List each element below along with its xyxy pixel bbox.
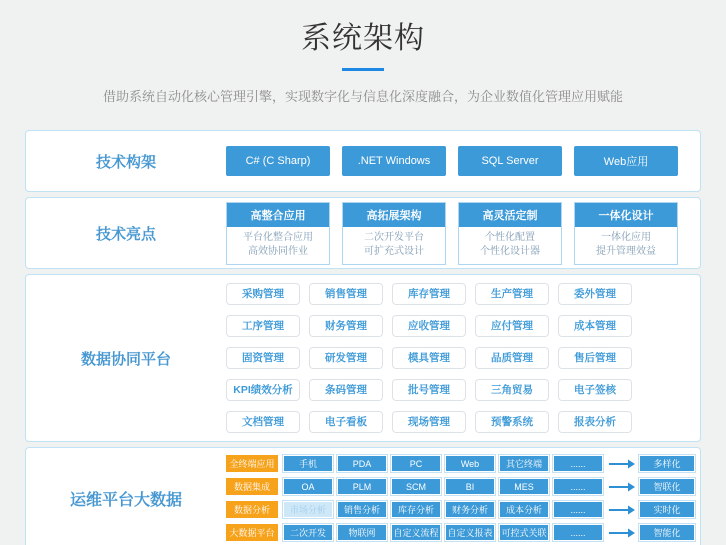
bigdata-item: BI xyxy=(445,478,495,495)
module-chip: 品质管理 xyxy=(475,347,549,369)
module-chip: 电子看板 xyxy=(309,411,383,433)
bigdata-ellipsis-item: ...... xyxy=(553,478,603,495)
module-chip: 应收管理 xyxy=(392,315,466,337)
section-label-data-platform: 数据协同平台 xyxy=(80,350,171,368)
page-title: 系统架构 xyxy=(301,22,425,55)
module-chip: 三角贸易 xyxy=(475,379,549,401)
highlight-card-line: 二次开发平台 xyxy=(364,231,424,243)
module-chip: KPI绩效分析 xyxy=(226,379,300,401)
highlight-card-line: 个性化配置 xyxy=(485,231,535,243)
highlight-card xyxy=(226,202,330,265)
panel-ops-bigdata xyxy=(25,447,701,545)
tech-highlight-cards xyxy=(226,198,700,268)
bigdata-item: MES xyxy=(499,478,549,495)
bigdata-row xyxy=(226,501,700,518)
tech-framework-button: C# (C Sharp) xyxy=(226,146,330,176)
bigdata-item: 销售分析 xyxy=(337,501,387,518)
arrow-right-icon xyxy=(609,505,635,515)
module-chip: 预警系统 xyxy=(475,411,549,433)
highlight-card-line: 个性化设计器 xyxy=(480,245,540,257)
bigdata-item: 手机 xyxy=(283,455,333,472)
module-chip: 成本管理 xyxy=(558,315,632,337)
bigdata-item: 市场分析 xyxy=(283,501,333,518)
highlight-card-body xyxy=(343,227,445,264)
panel-data-platform xyxy=(25,274,701,442)
bigdata-item: 自定义报表 xyxy=(445,524,495,541)
panel-tech-framework xyxy=(25,130,701,192)
section-label-tech-framework: 技术构架 xyxy=(95,153,156,171)
highlight-card xyxy=(574,202,678,265)
bigdata-ellipsis-item: ...... xyxy=(553,524,603,541)
title-underline xyxy=(342,68,384,71)
bigdata-item: 物联网 xyxy=(337,524,387,541)
highlight-card xyxy=(342,202,446,265)
module-chip: 文档管理 xyxy=(226,411,300,433)
bigdata-item: 财务分析 xyxy=(445,501,495,518)
bigdata-item: 库存分析 xyxy=(391,501,441,518)
tech-framework-button: .NET Windows xyxy=(342,146,446,176)
bigdata-item: PLM xyxy=(337,478,387,495)
bigdata-item: 成本分析 xyxy=(499,501,549,518)
highlight-card-line: 高效协同作业 xyxy=(248,245,308,257)
highlight-card-line: 提升管理效益 xyxy=(596,245,656,257)
bigdata-category-tag: 数据集成 xyxy=(226,478,278,495)
module-chip: 现场管理 xyxy=(392,411,466,433)
arrow-right-icon xyxy=(609,459,635,469)
module-chip: 批号管理 xyxy=(392,379,466,401)
bigdata-row xyxy=(226,478,700,495)
bigdata-ellipsis-item: ...... xyxy=(553,501,603,518)
bigdata-item: Web xyxy=(445,455,495,472)
module-chip: 电子签核 xyxy=(558,379,632,401)
bigdata-item: SCM xyxy=(391,478,441,495)
highlight-card-body xyxy=(459,227,561,264)
bigdata-row xyxy=(226,524,700,541)
module-chip: 财务管理 xyxy=(309,315,383,337)
module-chip: 报表分析 xyxy=(558,411,632,433)
bigdata-item: 可控式关联 xyxy=(499,524,549,541)
bigdata-result: 多样化 xyxy=(639,455,695,472)
module-chip: 工序管理 xyxy=(226,315,300,337)
page-header xyxy=(0,0,726,105)
bigdata-item: OA xyxy=(283,478,333,495)
module-chip: 条码管理 xyxy=(309,379,383,401)
highlight-card-line: 可扩充式设计 xyxy=(364,245,424,257)
module-chip: 库存管理 xyxy=(392,283,466,305)
module-chip: 委外管理 xyxy=(558,283,632,305)
bigdata-item: 其它终端 xyxy=(499,455,549,472)
data-platform-grid xyxy=(226,275,700,441)
bigdata-ellipsis-item: ...... xyxy=(553,455,603,472)
tech-framework-button: SQL Server xyxy=(458,146,562,176)
highlight-card xyxy=(458,202,562,265)
arrow-right-icon xyxy=(609,528,635,538)
ops-bigdata-rows xyxy=(226,448,700,545)
highlight-card-title: 高整合应用 xyxy=(227,203,329,227)
bigdata-result: 智联化 xyxy=(639,478,695,495)
module-chip: 应付管理 xyxy=(475,315,549,337)
module-chip: 采购管理 xyxy=(226,283,300,305)
highlight-card-title: 高灵活定制 xyxy=(459,203,561,227)
highlight-card-body xyxy=(575,227,677,264)
bigdata-category-tag: 大数据平台 xyxy=(226,524,278,541)
highlight-card-body xyxy=(227,227,329,264)
bigdata-item: 二次开发 xyxy=(283,524,333,541)
bigdata-result: 智能化 xyxy=(639,524,695,541)
section-label-ops-bigdata: 运维平台大数据 xyxy=(69,491,182,509)
panels-container xyxy=(25,130,701,545)
panel-tech-highlights xyxy=(25,197,701,269)
module-chip: 模具管理 xyxy=(392,347,466,369)
highlight-card-title: 高拓展架构 xyxy=(343,203,445,227)
module-chip: 固资管理 xyxy=(226,347,300,369)
module-chip: 售后管理 xyxy=(558,347,632,369)
module-chip: 研发管理 xyxy=(309,347,383,369)
bigdata-row xyxy=(226,455,700,472)
highlight-card-line: 平台化整合应用 xyxy=(243,231,313,243)
module-chip: 销售管理 xyxy=(309,283,383,305)
section-label-tech-highlights: 技术亮点 xyxy=(95,225,156,243)
bigdata-item: 自定义流程 xyxy=(391,524,441,541)
arrow-right-icon xyxy=(609,482,635,492)
tech-framework-items xyxy=(226,131,700,191)
bigdata-category-tag: 数据分析 xyxy=(226,501,278,518)
highlight-card-line: 一体化应用 xyxy=(601,231,651,243)
module-chip: 生产管理 xyxy=(475,283,549,305)
bigdata-result: 实时化 xyxy=(639,501,695,518)
bigdata-category-tag: 全终端应用 xyxy=(226,455,278,472)
tech-framework-button: Web应用 xyxy=(574,146,678,176)
bigdata-item: PDA xyxy=(337,455,387,472)
highlight-card-title: 一体化设计 xyxy=(575,203,677,227)
bigdata-item: PC xyxy=(391,455,441,472)
page-subtitle: 借助系统自动化核心管理引擎，实现数字化与信息化深度融合，为企业数值化管理应用赋能 xyxy=(102,89,623,104)
